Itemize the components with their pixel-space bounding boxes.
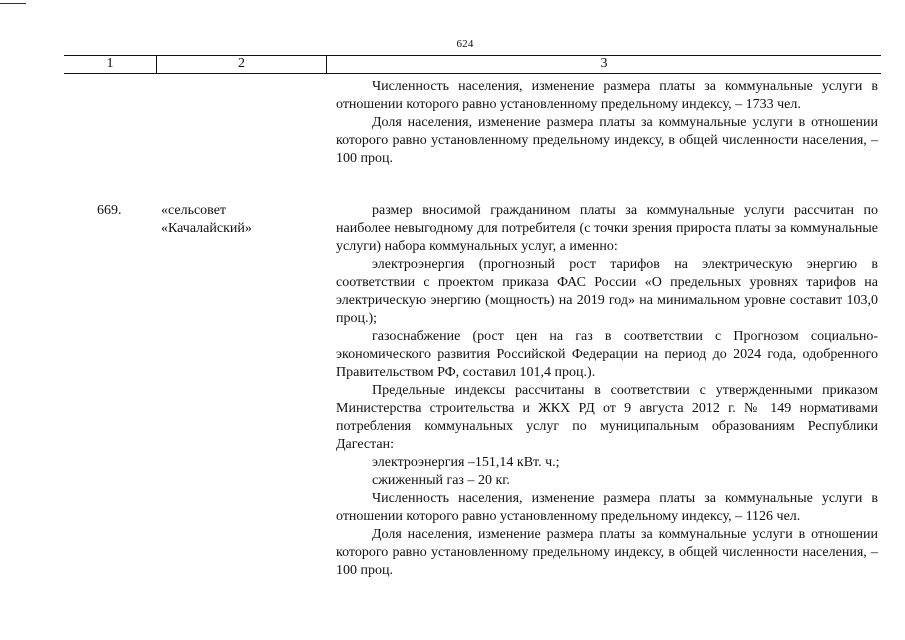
entry-name-line: «сельсовет bbox=[161, 203, 227, 218]
continued-paragraph: Доля населения, изменение размера платы за коммунальные услуги в отношении которого равно установленному предельному индексу, в общей численности населения, – 100 проц. bbox=[336, 115, 878, 166]
column-header-2: 2 bbox=[157, 56, 327, 73]
entry-name-line: «Качалайский» bbox=[161, 221, 252, 236]
column-header-3: 3 bbox=[600, 56, 608, 71]
column-header-1: 1 bbox=[64, 56, 157, 73]
entry-text-block bbox=[336, 202, 878, 580]
continued-paragraph: Численность населения, изменение размера платы за коммунальные услуги в отношении которого равно установленному предельному индексу, – 1733 чел. bbox=[336, 79, 878, 112]
column-header-row bbox=[64, 55, 881, 74]
entry-number: 669. bbox=[97, 203, 122, 218]
entry-paragraph: Численность населения, изменение размера платы за коммунальные услуги в отношении которого равно установленному предельному индексу, – 1126 чел. bbox=[336, 491, 878, 524]
page-number: 624 bbox=[456, 38, 474, 50]
entry-paragraph: сжиженный газ – 20 кг. bbox=[372, 473, 510, 488]
entry-paragraph: электроэнергия (прогнозный рост тарифов на электрическую энергию в соответствии с проектом приказа ФАС России «О предельных уровнях тарифов на электрическую энергию (мощность) на 2019 год» на минимальном уровне составит 103,0 проц.); bbox=[336, 257, 878, 326]
entry-paragraph: газоснабжение (рост цен на газ в соответствии с Прогнозом социально-экономического развития Российской Федерации на период до 2024 года, одобренного Правительством РФ, составил 101,4 проц.). bbox=[336, 329, 878, 380]
entry-paragraph: размер вносимой гражданином платы за коммунальные услуги рассчитан по наиболее невыгодному для потребителя (с точки зрения прироста платы за коммунальные услуги) набора коммунальных услуг, а именно: bbox=[336, 203, 878, 254]
continued-text-block bbox=[336, 78, 878, 168]
entry-paragraph: Доля населения, изменение размера платы за коммунальные услуги в отношении которого равно установленному предельному индексу, в общей численности населения, – 100 проц. bbox=[336, 527, 878, 578]
top-rule bbox=[0, 3, 26, 4]
entry-municipality-name bbox=[161, 202, 252, 238]
entry-paragraph: электроэнергия –151,14 кВт. ч.; bbox=[372, 455, 560, 470]
entry-paragraph: Предельные индексы рассчитаны в соответствии с утвержденными приказом Министерства строительства и ЖКХ РД от 9 августа 2012 г. № 149 нормативами потребления коммунальных услуг по муниципальным образованиям Республики Дагестан: bbox=[336, 383, 878, 452]
